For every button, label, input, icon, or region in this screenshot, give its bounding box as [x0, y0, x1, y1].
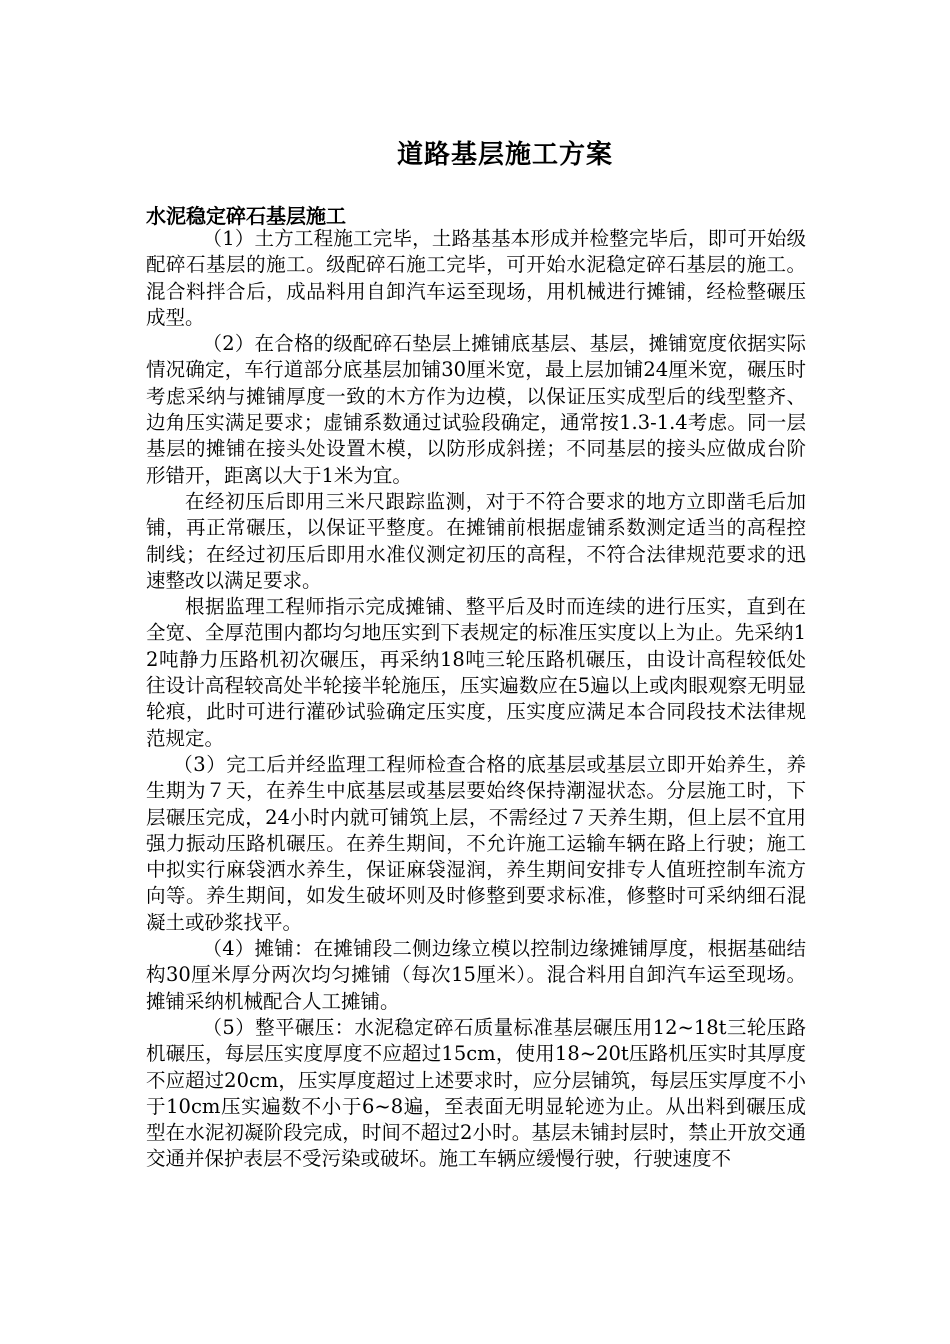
- paragraph-5: （3）完工后并经监理工程师检查合格的底基层或基层立即开始养生，养生期为７天，在养生中底基层或基层要始终保持潮湿状态。分层施工时，下层碾压完成，24小时内就可铺筑上层，不需经过７天养生期，但上层不宜用强力振动压路机碾压。在养生期间，不允许施工运输车辆在路上行驶；施工中拟实行麻袋洒水养生，保证麻袋湿润，养生期间安排专人值班控制车流方向等。养生期间，如发生破坏则及时修整到要求标准，修整时可采纳细石混凝土或砂浆找平。: [146, 752, 806, 934]
- paragraph-4: 根据监理工程师指示完成摊铺、整平后及时而连续的进行压实，直到在全宽、全厚范围内都均匀地压实到下表规定的标准压实度以上为止。先采纳12吨静力压路机初次碾压，再采纳18吨三轮压路机碾压，由设计高程较低处往设计高程较高处半轮接半轮施压，压实遍数应在5遍以上或肉眼观察无明显轮痕，此时可进行灌砂试验确定压实度，压实度应满足本合同段技术法律规范规定。: [146, 595, 806, 750]
- paragraph-6: （4）摊铺：在摊铺段二侧边缘立模以控制边缘摊铺厚度，根据基础结构30厘米厚分两次均匀摊铺（每次15厘米）。混合料用自卸汽车运至现场。摊铺采纳机械配合人工摊铺。: [146, 937, 806, 1013]
- paragraph-2: （2）在合格的级配碎石垫层上摊铺底基层、基层，摊铺宽度依据实际情况确定，车行道部分底基层加铺30厘米宽，最上层加铺24厘米宽，碾压时考虑采纳与摊铺厚度一致的木方作为边模，以保证压实成型后的线型整齐、边角压实满足要求；虚铺系数通过试验段确定，通常按1.3-1.4考虑。同一层基层的摊铺在接头处设置木模，以防形成斜搓；不同基层的接头应做成台阶形错开，距离以大于1米为宜。: [146, 332, 806, 487]
- paragraph-7: （5）整平碾压：水泥稳定碎石质量标准基层碾压用12~18t三轮压路机碾压，每层压实度厚度不应超过15cm，使用18~20t压路机压实时其厚度不应超过20cm，压实厚度超过上述要求时，应分层铺筑，每层压实厚度不小于10cm压实遍数不小于6~8遍，至表面无明显轮迹为止。从出料到碾压成型在水泥初凝阶段完成，时间不超过2小时。基层未铺封层时，禁止开放交通交通并保护表层不受污染或破坏。施工车辆应缓慢行驶，行驶速度不: [146, 1015, 806, 1171]
- paragraph-1: （1）土方工程施工完毕，土路基基本形成并检整完毕后，即可开始级配碎石基层的施工。级配碎石施工完毕，可开始水泥稳定碎石基层的施工。混合料拌合后，成品料用自卸汽车运至现场，用机械进行摊铺，经检整碾压成型。: [146, 227, 806, 329]
- document-body: [146, 226, 806, 1173]
- section-heading: 水泥稳定碎石基层施工: [146, 204, 346, 228]
- paragraph-3: 在经初压后即用三米尺跟踪监测，对于不符合要求的地方立即凿毛后加铺，再正常碾压，以保证平整度。在摊铺前根据虚铺系数测定适当的高程控制线；在经过初压后即用水准仪测定初压的高程，不符合法律规范要求的迅速整改以满足要求。: [146, 489, 806, 592]
- document-title: 道路基层施工方案: [396, 140, 613, 170]
